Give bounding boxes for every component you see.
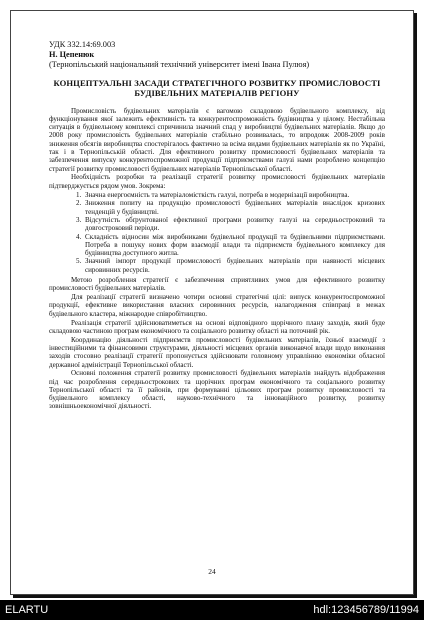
udc-code: УДК 332.14:69.003 bbox=[49, 40, 116, 49]
paper-title: КОНЦЕПТУАЛЬНІ ЗАСАДИ СТРАТЕГІЧНОГО РОЗВИТКУ ПРОМИСЛОВОСТІ БУДІВЕЛЬНИХ МАТЕРІАЛІВ РЕГІОНУ bbox=[53, 78, 381, 99]
paragraph: Основні положення стратегії розвитку промисловості будівельних матеріалів знайдуть відображення під час розроблення середньострокових та щорічних програм економічного та соціального розвитку Тернопільської області та її районів, при формуванні цільових програм розвитку промисловості та будівельного комплексу області, науково-технічного та інноваційного розвитку, розвитку зовнішньоекономічної діяльності. bbox=[49, 369, 385, 411]
author-affiliation: (Тернопільський національний технічний університет імені Івана Пулюя) bbox=[49, 60, 310, 69]
handle-identifier: hdl:123456789/11994 bbox=[313, 604, 419, 616]
list-item: 5. Значний імпорт продукції промисловості будівельних матеріалів при наявності місцевих сировинних ресурсів. bbox=[83, 257, 385, 274]
paragraph: Для реалізації стратегії визначено чотири основні стратегічні цілі: випуск конкурентоспроможної продукції, ефективне використання власних сировинних ресурсів, налагодження співпраці в межах будівельного кластера, міжнародне співробітництво. bbox=[49, 293, 385, 318]
paragraph: Промисловість будівельних матеріалів є вагомою складовою будівельного комплексу, від функціонування якої залежить ефективність та конкурентоспроможність будівництва у цілому. Нестабільна ситуація в будівельному комплексі спричинила значний спад у виробництві будівельних матеріалів. Якщо до 2008 року промисловість будівельних матеріалів стабільно розвивалась, то впродовж 2008-2009 років зниження обсягів виробництва спостерігалось фактично за всіма видами будівельних матеріалів як по Україні, так і в Тернопільській області. Для ефективного розвитку промисловості будівельних матеріалів та забезпечення випуску конкурентоспроможної продукції підприємствами галузі нами розроблено концепцію стратегії розвитку промисловості будівельних матеріалів Тернопільської області. bbox=[49, 106, 385, 173]
document-content bbox=[49, 40, 385, 411]
repository-name: ELARTU bbox=[5, 604, 49, 616]
page-number: 24 bbox=[208, 567, 216, 576]
list-item: 4. Складність відносин між виробниками будівельної продукції та будівельними підприємствами. Потреба в пошуку нових форм взаємодії влади та підприємств будівельного комплексу для будівництва доступного житла. bbox=[83, 233, 385, 258]
author-name: Н. Цепенюк bbox=[49, 50, 95, 59]
paragraph: Реалізація стратегії здійснюватиметься на основі відповідного щорічного плану заходів, який буде складовою частиною програм економічного та соціального розвитку області на поточний рік. bbox=[49, 318, 385, 335]
list-item: 2. Зниження попиту на продукцію промисловості будівельних матеріалів внаслідок кризових тенденцій у будівництві. bbox=[83, 199, 385, 216]
viewer-footer-bar bbox=[0, 600, 424, 620]
paragraph: Метою розроблення стратегії є забезпечення сприятливих умов для ефективного розвитку промисловості будівельних матеріалів. bbox=[49, 276, 385, 293]
list-item: 1. Значна енергоємність та матеріаломісткість галузі, потреба в модернізації виробництва. bbox=[83, 191, 385, 199]
conditions-list bbox=[49, 191, 385, 274]
paragraph: Необхідність розробки та реалізації стратегії розвитку промисловості будівельних матеріалів підтверджується рядом умов. Зокрема: bbox=[49, 173, 385, 190]
list-item: 3. Відсутність обґрунтованої ефективної програми розвитку галузі на середньостроковий та довгостроковий періоди. bbox=[83, 216, 385, 233]
paragraph: Координацію діяльності підприємств промисловості будівельних матеріалів, їхньої взаємодії з інвестиційними та фінансовими структурами, діяльності місцевих органів виконавчої влади щодо виконання заходів стосовно реалізації стратегії пропонується здійснювати головному управлінню економіки обласної державної адміністрації Тернопільської області. bbox=[49, 335, 385, 369]
